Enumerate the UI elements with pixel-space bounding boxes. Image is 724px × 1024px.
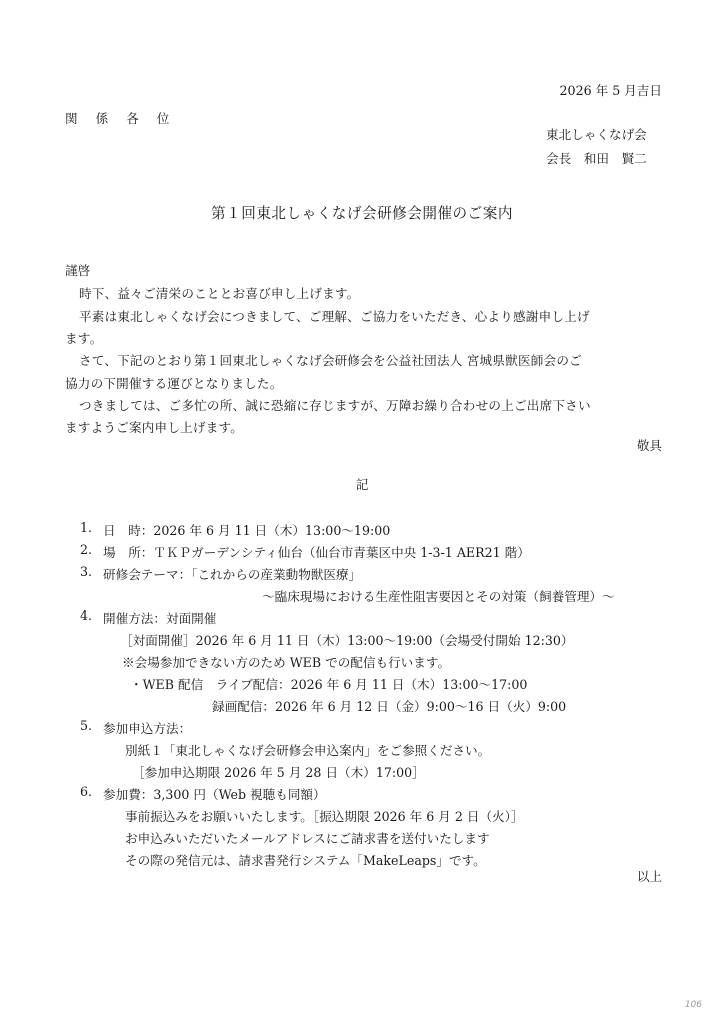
item-number: 6.: [80, 784, 93, 799]
ki-heading: 記: [355, 477, 369, 492]
item-number: 5.: [80, 718, 93, 733]
item-number: 4.: [80, 608, 93, 623]
closing-keigu: 敬具: [636, 438, 662, 453]
item-datetime: 日 時：2026 年 6 月 11 日（木）13:00～19:00: [103, 523, 391, 538]
item-number: 3.: [80, 564, 93, 579]
item-application-reference: 別紙１「東北しゃくなげ会研修会申込案内」をご参照ください。: [125, 743, 491, 758]
body-line: 協力の下開催する運びとなりました。: [65, 376, 283, 391]
item-fee-payment: 事前振込みをお願いいたします。［振込期限 2026 年 6 月 2 日（火）］: [125, 809, 524, 824]
salutation: 謹啓: [65, 263, 91, 278]
item-theme-subtitle: ～臨床現場における生産性阻害要因とその対策（飼養管理）～: [262, 589, 615, 604]
body-line: つきましては、ご多忙の所、誠に恐縮に存じますが、万障お繰り合わせの上ご出席下さい: [79, 398, 591, 413]
item-number: 1.: [80, 520, 93, 535]
sender-org: 東北しゃくなげ会: [546, 127, 647, 142]
item-format-in-person: ［対面開催］2026 年 6 月 11 日（木）13:00～19:00（会場受付開始 12:30）: [120, 633, 574, 648]
item-number: 2.: [80, 542, 93, 557]
sender-person: 会長 和田 賢二: [546, 151, 647, 166]
item-format-live-stream: ・WEB 配信 ライブ配信：2026 年 6 月 11 日（木）13:00～17:00: [130, 677, 528, 692]
item-application-deadline: ［参加申込期限 2026 年 5 月 28 日（木）17:00］: [132, 765, 425, 780]
addressee: 関 係 各 位: [65, 111, 177, 126]
document-title: 第１回東北しゃくなげ会研修会開催のご案内: [211, 205, 513, 222]
item-venue: 場 所：ＴＫＰガーデンシティ仙台（仙台市青葉区中央 1-3-1 AER21 階）: [103, 545, 530, 560]
item-application: 参加申込方法：: [103, 721, 192, 736]
item-fee-sender: その際の発信元は、請求書発行システム「MakeLeaps」です。: [125, 853, 486, 868]
item-format: 開催方法：対面開催: [103, 611, 217, 626]
body-line: 平素は東北しゃくなげ会につきまして、ご理解、ご協力をいただき、心より感謝申し上げ: [79, 309, 590, 324]
body-line: さて、下記のとおり第１回東北しゃくなげ会研修会を公益社団法人 宮城県獣医師会のご: [79, 353, 582, 368]
closing-ijou: 以上: [636, 869, 662, 884]
page-number: 106: [684, 1000, 702, 1010]
item-fee: 参加費：3,300 円（Web 視聴も同額）: [103, 787, 326, 802]
body-line: 時下、益々ご清栄のこととお喜び申し上げます。: [79, 286, 360, 301]
body-line: ますようご案内申し上げます。: [65, 420, 244, 435]
body-line: ます。: [65, 331, 103, 346]
document-date: 2026 年 5 月吉日: [559, 83, 662, 98]
item-format-recorded-stream: 録画配信：2026 年 6 月 12 日（金）9:00～16 日（火）9:00: [212, 699, 567, 714]
item-format-web-note: ※会場参加できない方のため WEB での配信も行います。: [122, 655, 451, 670]
item-fee-invoice: お申込みいただいたメールアドレスにご請求書を送付いたします: [125, 831, 490, 846]
item-theme: 研修会テーマ：「これからの産業動物獣医療」: [103, 567, 362, 582]
